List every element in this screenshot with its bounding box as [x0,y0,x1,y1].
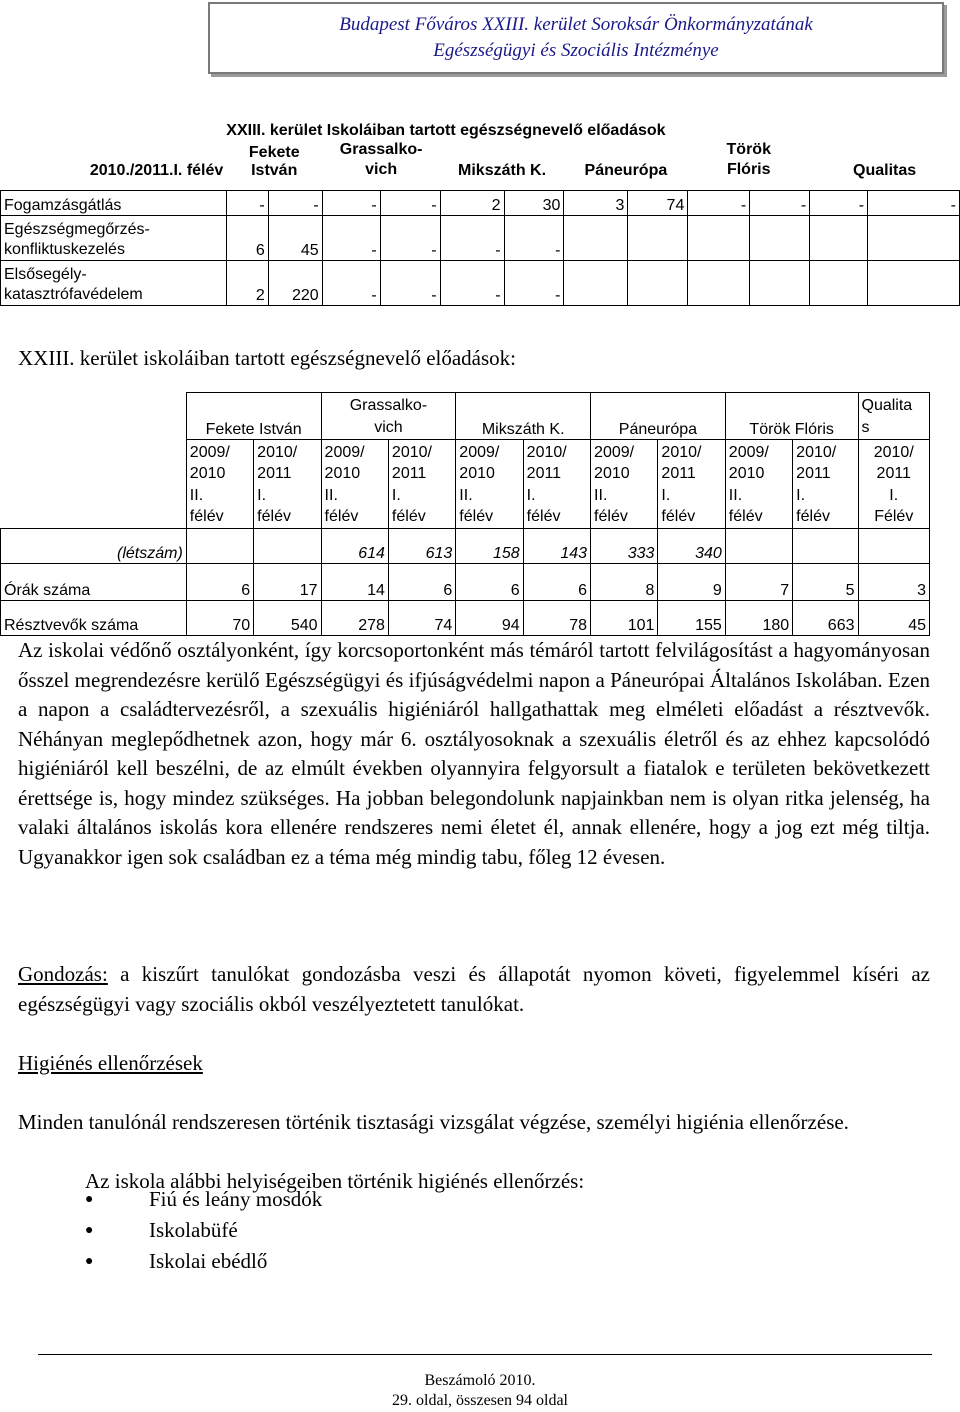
semester-2010-2011-i: 2010/ 2011 I. félév [658,440,725,529]
body-paragraph-1: Az iskolai védőnő osztályonként, így korcsoportonként más témáról tartott felvilágosítást a hagyományosan ősszel megrendezésre kerülő Egészségügyi és ifjúságvédelmi napon a Páneurópai Általános Iskolában. Ezen a napon a családtervezésről, a szexuális higiéniáról hallgathattak meg elméleti előadást a résztvevők. Néhányan meglepődhetnek azon, hogy már 6. osztályosoknak a szexuális életről és az ehhez kapcsolódó higiéniáról kell beszélni, de az elmúlt években olyannyira felgyorsult a fiatalok e területen bekövetkezett érettsége is, hogy mindez szükséges. Ha jobban belegondolunk napjainkban nem is olyan ritka jelenség, ha valaki általános iskolás kora ellenére rendszeres nemi életet él, annak ellenére, hogy a jog ezt még tiltja. Ugyanakkor igen sok családban ez a téma még mindig tabu, főleg 12 évesen. [18,638,930,869]
cell: - [380,216,440,261]
cell: - [322,191,380,216]
t2-school-qualitas: Qualita s [858,393,930,440]
cell: 45 [858,600,930,635]
cell: 101 [591,600,658,635]
list-item: ● Fiú és leány mosdók [85,1184,322,1215]
cell: 340 [658,528,725,563]
row-label: Résztvevők száma [1,600,187,635]
cell: - [226,191,268,216]
semester-2009-2010-ii: 2009/ 2010 II. félév [456,440,523,529]
semester-2010-2011-i: 2010/ 2011 I. félév [254,440,321,529]
cell: - [868,191,960,216]
cell: 540 [254,600,321,635]
table1-school-paneuropa: Páneurópa [584,162,668,179]
t2-school-paneuropa: Páneurópa [591,393,726,440]
table1-title: XXIII. kerület Iskoláiban tartott egészségnevelő előadások [226,122,666,139]
cell [628,216,688,261]
row-label: Egészségmegőrzés- konfliktuskezelés [1,216,227,261]
document-header [208,2,944,74]
cell [868,216,960,261]
cell: 6 [226,216,268,261]
list-item: ● Iskolai ebédlő [85,1246,322,1277]
cell: 14 [321,563,388,600]
list-intro: Az iskola alábbi helyiségeiben történik higiénés ellenőrzés: [85,1169,585,1193]
table-row [1,191,960,216]
cell: - [380,191,440,216]
cell: 220 [268,261,322,306]
higienes-title: Higiénés ellenőrzések [18,1051,203,1075]
semester-qualitas: 2010/ 2011 I. Félév [858,440,930,529]
gondozas-paragraph [18,960,930,1019]
footer-page-number: 29. oldal, összesen 94 oldal [392,1392,568,1409]
gondozas-text: a kiszűrt tanulókat gondozásba veszi és állapotát nyomon követi, figyelemmel kíséri az egészségügyi vagy szociális okból veszélyeztetett tanulókat. [18,962,930,1016]
cell [628,261,688,306]
cell [254,528,321,563]
cell: - [268,191,322,216]
row-label: Fogamzásgátlás [1,191,227,216]
footer-line-1: Beszámoló 2010. [424,1372,536,1389]
cell [688,261,750,306]
cell: 6 [186,563,253,600]
cell: 6 [456,563,523,600]
cell: - [750,191,810,216]
cell: 663 [793,600,858,635]
semester-2010-2011-i: 2010/ 2011 I. félév [523,440,590,529]
section-title: XXIII. kerület iskoláiban tartott egészségnevelő előadások: [18,346,516,370]
cell [564,261,628,306]
cell: 8 [591,563,658,600]
cell: 7 [725,563,792,600]
cell [186,528,253,563]
cell [810,216,868,261]
t2-school-torok-floris: Török Flóris [725,393,858,440]
cell: - [504,261,564,306]
cell: 70 [186,600,253,635]
table1-school-torok-floris: Török Flóris [726,141,771,178]
row-label: Elsősegély- katasztrófavédelem [1,261,227,306]
semester-2010-2011-i: 2010/ 2011 I. félév [388,440,455,529]
cell [725,528,792,563]
cell: 6 [523,563,590,600]
cell: 180 [725,600,792,635]
cell: - [440,216,504,261]
header-line-2: Egészségügyi és Szociális Intézménye [433,40,719,61]
cell [858,528,930,563]
gondozas-label: Gondozás: [18,962,108,986]
cell: 3 [858,563,930,600]
cell: 278 [321,600,388,635]
semester-2010-2011-i: 2010/ 2011 I. félév [793,440,858,529]
cell: 74 [388,600,455,635]
table1-school-fekete: Fekete István [248,144,300,179]
lectures-table-2010-2011 [0,120,960,306]
table-row [1,261,960,306]
cell: - [688,191,750,216]
cell [750,261,810,306]
t2-school-grassalkovich: Grassalko- vich [321,393,456,440]
higienes-paragraph: Minden tanulónál rendszeresen történik tisztasági vizsgálat végzése, személyi higiénia ellenőrzése. [18,1110,849,1134]
semester-2009-2010-ii: 2009/ 2010 II. félév [321,440,388,529]
header-line-1: Budapest Főváros XXIII. kerület Soroksár Önkormányzatának [339,14,813,35]
row-label: Órák száma [1,563,187,600]
cell: 74 [628,191,688,216]
table-row [1,600,930,635]
table1-school-grassalkovich: Grassalko- vich [339,141,423,178]
table-row [1,563,930,600]
table-row [1,216,960,261]
cell: 6 [388,563,455,600]
cell [810,261,868,306]
cell [750,216,810,261]
cell: 158 [456,528,523,563]
list-item: ● Iskolabüfé [85,1215,322,1246]
row-label: (létszám) [1,528,187,563]
cell: - [380,261,440,306]
cell [688,216,750,261]
cell [793,528,858,563]
semester-2009-2010-ii: 2009/ 2010 II. félév [186,440,253,529]
cell: 614 [321,528,388,563]
cell: - [504,216,564,261]
table-row [1,528,930,563]
table1-period: 2010./2011.I. félév [89,162,224,179]
cell: 613 [388,528,455,563]
cell: - [440,261,504,306]
cell: 3 [564,191,628,216]
t2-school-fekete: Fekete István [186,393,321,440]
t2-school-mikszath: Mikszáth K. [456,393,591,440]
cell: 2 [440,191,504,216]
bullet-list [85,1184,322,1277]
semester-2009-2010-ii: 2009/ 2010 II. félév [725,440,792,529]
cell: - [322,216,380,261]
cell: 17 [254,563,321,600]
cell: 78 [523,600,590,635]
cell: 143 [523,528,590,563]
cell: 94 [456,600,523,635]
table1-school-qualitas: Qualitas [853,162,917,179]
cell: 9 [658,563,725,600]
cell: 5 [793,563,858,600]
footer-divider [38,1354,932,1355]
cell: 45 [268,216,322,261]
cell [564,216,628,261]
cell [868,261,960,306]
cell: 2 [226,261,268,306]
cell: 30 [504,191,564,216]
table1-school-mikszath: Mikszáth K. [458,162,547,179]
cell: - [810,191,868,216]
lectures-table-by-semester [0,392,930,636]
cell: - [322,261,380,306]
semester-2009-2010-ii: 2009/ 2010 II. félév [591,440,658,529]
cell: 333 [591,528,658,563]
cell: 155 [658,600,725,635]
